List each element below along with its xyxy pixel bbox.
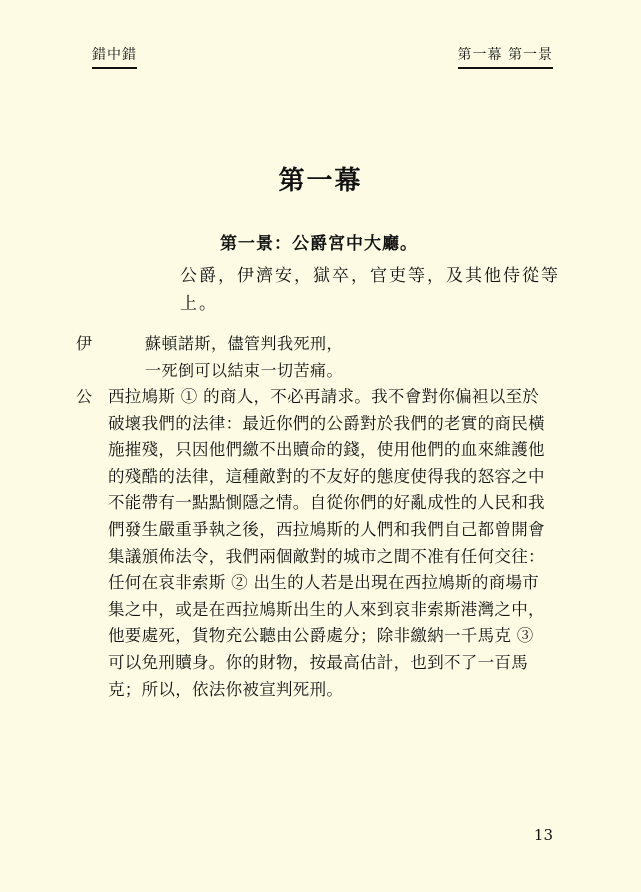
prose-line: 施摧殘，只因他們繳不出贖命的錢，使用他們的血來維護他 (108, 440, 545, 460)
page-number: 13 (533, 826, 553, 844)
speech-text (108, 384, 578, 703)
stage-direction-line: 公爵，伊濟安，獄卒，官吏等，及其他侍從等 (180, 266, 560, 286)
running-header-section: 第一幕 第一景 (458, 44, 553, 69)
scene-title: 第一景：公爵宮中大廳。 (220, 234, 418, 254)
stage-direction-line: 上。 (180, 294, 218, 314)
prose-line: 集議頒佈法令，我們兩個敵對的城市之間不准有任何交往： (108, 546, 545, 566)
prose-line: 他要處死，貨物充公聽由公爵處分；除非繳納一千馬克 ③ (108, 626, 534, 646)
prose-line: 不能帶有一點點惻隱之情。自從你們的好亂成性的人民和我 (108, 493, 545, 513)
prose-line: 們發生嚴重爭執之後，西拉鳩斯的人們和我們自己都曾開會 (108, 519, 545, 539)
verse-line: 蘇頓諾斯，儘管判我死刑， (145, 334, 344, 353)
act-title: 第一幕 (278, 166, 363, 196)
stage-direction (180, 262, 580, 318)
speaker-label: 公 (76, 387, 93, 406)
prose-line: 可以免刑贖身。你的財物，按最高估計，也到不了一百馬 (108, 652, 528, 672)
speaker-label: 伊 (76, 334, 93, 353)
running-header-title: 錯中錯 (92, 44, 137, 69)
prose-line: 集之中，或是在西拉鳩斯出生的人來到哀非索斯港灣之中， (108, 599, 545, 619)
prose-line: 任何在哀非索斯 ② 出生的人若是出現在西拉鳩斯的商場市 (108, 573, 540, 593)
prose-line: 克；所以，依法你被宣判死刑。 (108, 679, 344, 699)
verse-line: 一死倒可以結束一切苦痛。 (145, 361, 344, 380)
prose-line: 西拉鳩斯 ① 的商人，不必再請求。我不會對你偏袒以至於 (108, 387, 540, 406)
prose-line: 的殘酷的法律，這種敵對的不友好的態度使得我的怒容之中 (108, 466, 545, 486)
prose-line: 破壞我們的法律：最近你們的公爵對於我們的老實的商民橫 (108, 413, 545, 433)
